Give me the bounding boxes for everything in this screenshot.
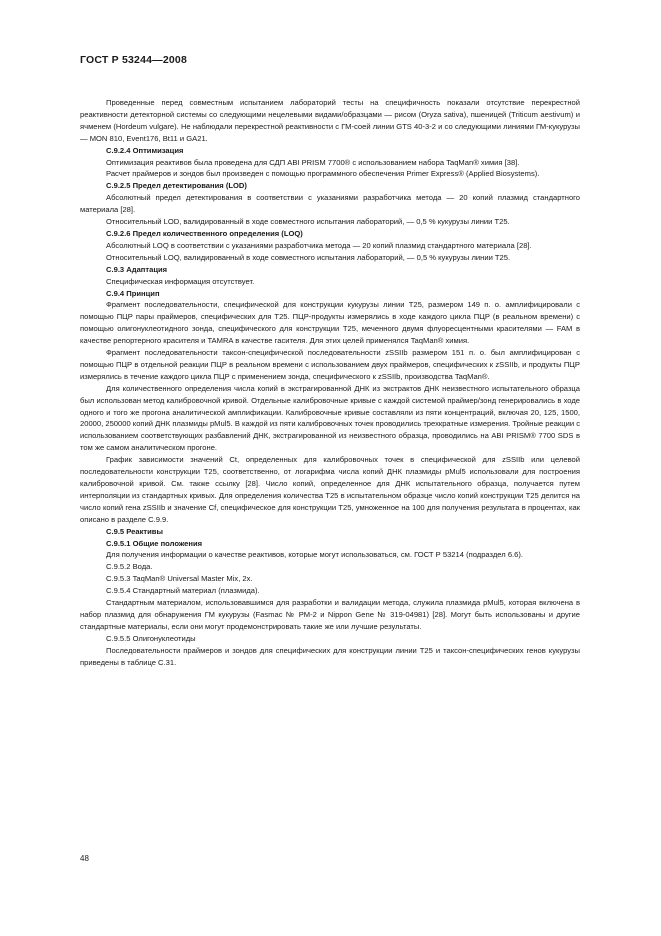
document-page xyxy=(80,54,580,669)
paragraph: Специфическая информация отсутствует. xyxy=(106,276,255,286)
paragraph: Проведенные перед совместным испытанием лабораторий тесты на специфичность показали отсутствие перекрестной реактивности детекторной системы со следующими нецелевыми видами/образцами — рисом (Oryza sativa), пшеницей (Triticum aestivum) и ячменем (Hordeum vulgare). Не наблюдали перекрестной реактивности с ГМ-соей линии GTS 40-3-2 и со следующими линиями ГМ-кукурузы — MON 810, Event176, Bt11 и GA21. xyxy=(80,98,580,143)
paragraph: Последовательности праймеров и зондов для специфических для конструкции линии Т25 и таксон-специфических генов кукурузы приведены в таблице С.31. xyxy=(80,645,580,667)
paragraph: Стандартным материалом, использовавшимся для разработки и валидации метода, служила плазмида pMul5, которая включена в набор плазмид для обнаружения ГМ кукурузы (Fasmac № PM-2 и Nippon Gene № 319-04981) [28]. Могут быть использованы и другие стандартные материалы, если они могут продемонстрировать такие же или лучшие результаты. xyxy=(80,598,580,631)
paragraph: Для получения информации о качестве реактивов, которые могут использоваться, см. ГОСТ Р 53214 (подраздел 6.6). xyxy=(106,550,524,560)
paragraph: С.9.5.3 TaqMan® Universal Master Mix, 2x. xyxy=(106,574,253,584)
page-number: 48 xyxy=(80,854,89,863)
paragraph: Абсолютный LOQ в соответствии с указаниями разработчика метода — 20 копий плазмид стандартного материала [28]. xyxy=(106,240,532,250)
paragraph: С.9.5.4 Стандартный материал (плазмида). xyxy=(106,586,260,596)
section-heading: С.9.2.6 Предел количественного определения (LOQ) xyxy=(106,228,303,238)
paragraph: Относительный LOD, валидированный в ходе совместного испытания лабораторий, — 0,5 % кукурузы линии Т25. xyxy=(106,217,510,227)
paragraph: Фрагмент последовательности, специфической для конструкции кукурузы линии Т25, размером 149 п. о. амплифицировали с помощью ПЦР пары праймеров, специфических для Т25. ПЦР-продукты измерялись в ходе каждого цикла ПЦР (в реальном времени) с помощью олигонуклеотидного зонда, специфического для конструкции Т25, меченного двумя флуоресцентными красителями — FAM в качестве репортерного красителя и TAMRA в качестве гасителя. Для этих целей применялся TaqMan® химия. xyxy=(80,300,580,346)
paragraph: График зависимости значений Ct, определенных для калибровочных точек в специфической для zSSIIb или целевой последовательности конструкции Т25, соответственно, от логарифма числа копий ДНК плазмиды pMul5 использовали для построения калибровочной кривой. См. также ссылку [28]. Число копий, определенное для ДНК испытательного образца, получается путем интерполяции из стандартных кривых. Для определения количества Т25 в испытательном образце число копий конструкции Т25 делится на число копий гена zSSIIb и значение Cf, специфическое для конструкции Т25, умноженное на 100 для получения результата в процентах, как описано в разделе С.9.9. xyxy=(80,455,580,524)
paragraph: Расчет праймеров и зондов был произведен с помощью программного обеспечения Primer Express® (Applied Biosystems). xyxy=(106,169,540,179)
section-heading: С.9.5.1 Общие положения xyxy=(106,538,203,548)
section-heading: С.9.2.4 Оптимизация xyxy=(106,145,184,155)
paragraph: Фрагмент последовательности таксон-специфической последовательности zSSIIb размером 151 п. о. был амплифицирован с помощью ПЦР в отдельной реакции ПЦР в реальном времени с использованием двух праймеров, специфических к zSSIIb, и продукты ПЦР измерялись в течение каждого цикла ПЦР с применением зонда, специфического к zSSIIb, производства TaqMan®. xyxy=(80,348,580,381)
section-heading: С.9.3 Адаптация xyxy=(106,264,168,274)
paragraph: С.9.5.5 Олигонуклеотиды xyxy=(106,633,196,643)
paragraph: С.9.5.2 Вода. xyxy=(106,562,153,572)
section-heading: С.9.2.5 Предел детектирования (LOD) xyxy=(106,181,247,191)
document-body xyxy=(80,97,580,669)
document-header: ГОСТ Р 53244—2008 xyxy=(80,54,188,66)
section-heading: С.9.5 Реактивы xyxy=(106,526,163,536)
section-heading: С.9.4 Принцип xyxy=(106,288,160,298)
paragraph: Относительный LOQ, валидированный в ходе совместного испытания лабораторий, — 0,5 % кукурузы линии Т25. xyxy=(106,252,511,262)
paragraph: Абсолютный предел детектирования в соответствии с указаниями разработчика метода — 20 копий плазмид стандартного материала [28]. xyxy=(80,193,580,215)
paragraph: Оптимизация реактивов была проведена для СДП ABI PRISM 7700® с использованием набора TaqMan® химия [38]. xyxy=(106,157,520,167)
paragraph: Для количественного определения числа копий в экстрагированной ДНК из экстрактов ДНК неизвестного испытательного образца был использован метод калибровочной кривой. Отдельные калибровочные кривые с каждой системой праймер/зонд генерировались в ходе одного и того же прогона аналитической амплификации. Калибровочные кривые составляли из пяти концентраций, включая 20, 125, 1500, 20000, 250000 копий ДНК плазмиды pMul5. В каждой из пяти калибровочных точек проводились трехкратные измерения. Тройные реакции с использованием соответствующих разбавлений ДНК, экстрагированной из неизвестного образца, проводились на ABI PRISM® 7700 SDS в том же самом аналитическом прогоне. xyxy=(80,383,580,453)
